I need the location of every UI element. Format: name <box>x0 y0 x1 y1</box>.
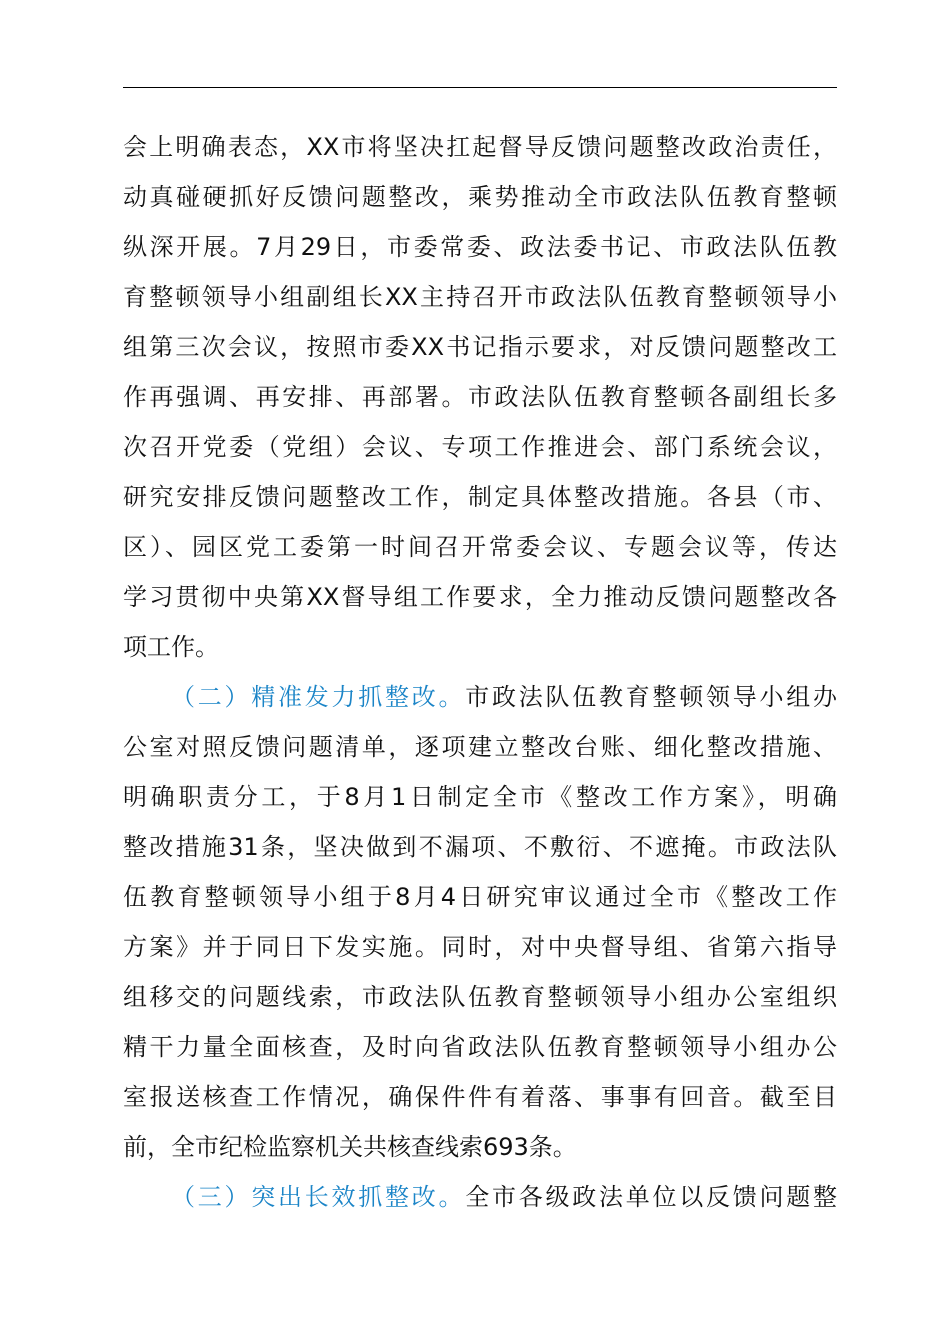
paragraph-line: 动真碰硬抓好反馈问题整改，乘势推动全市政法队伍教育整顿 <box>123 183 837 211</box>
paragraph-line: 项工作。 <box>123 633 219 661</box>
paragraph-line: 组第三次会议，按照市委XX书记指示要求，对反馈问题整改工 <box>123 333 837 361</box>
paragraph-line: 区）、园区党工委第一时间召开常委会议、专题会议等，传达 <box>123 533 837 561</box>
paragraph-line: 学习贯彻中央第XX督导组工作要求，全力推动反馈问题整改各 <box>123 583 837 611</box>
paragraph-line: 育整顿领导小组副组长XX主持召开市政法队伍教育整顿领导小 <box>123 283 837 311</box>
paragraph-line: 次召开党委（党组）会议、专项工作推进会、部门系统会议， <box>123 433 837 461</box>
paragraph-line: 研究安排反馈问题整改工作，制定具体整改措施。各县（市、 <box>123 483 837 511</box>
paragraph-text: 全市各级政法单位以反馈问题整 <box>465 1183 837 1211</box>
paragraph-first-line <box>171 1177 837 1217</box>
paragraph-line: 公室对照反馈问题清单，逐项建立整改台账、细化整改措施、 <box>123 733 837 761</box>
paragraph-line: 前，全市纪检监察机关共核查线索693条。 <box>123 1133 577 1161</box>
paragraph-line: 精干力量全面核查，及时向省政法队伍教育整顿领导小组办公 <box>123 1033 837 1061</box>
paragraph-line: 组移交的问题线索，市政法队伍教育整顿领导小组办公室组织 <box>123 983 837 1011</box>
paragraph-line: 明确职责分工，于8月1日制定全市《整改工作方案》，明确 <box>123 783 837 811</box>
paragraph-line: 纵深开展。7月29日，市委常委、政法委书记、市政法队伍教 <box>123 233 837 261</box>
paragraph-line: 整改措施31条，坚决做到不漏项、不敷衍、不遮掩。市政法队 <box>123 833 837 861</box>
paragraph-first-line <box>171 677 837 717</box>
paragraph-line: 伍教育整顿领导小组于8月4日研究审议通过全市《整改工作 <box>123 883 837 911</box>
paragraph-line: 室报送核查工作情况，确保件件有着落、事事有回音。截至目 <box>123 1083 837 1111</box>
paragraph-line: 作再强调、再安排、再部署。市政法队伍教育整顿各副组长多 <box>123 383 837 411</box>
paragraph-line: 会上明确表态，XX市将坚决扛起督导反馈问题整改政治责任， <box>123 133 837 161</box>
section-heading: （三）突出长效抓整改。 <box>171 1183 466 1211</box>
paragraph-line: 方案》并于同日下发实施。同时，对中央督导组、省第六指导 <box>123 933 837 961</box>
paragraph-text: 市政法队伍教育整顿领导小组办 <box>465 683 837 711</box>
section-heading: （二）精准发力抓整改。 <box>171 683 466 711</box>
